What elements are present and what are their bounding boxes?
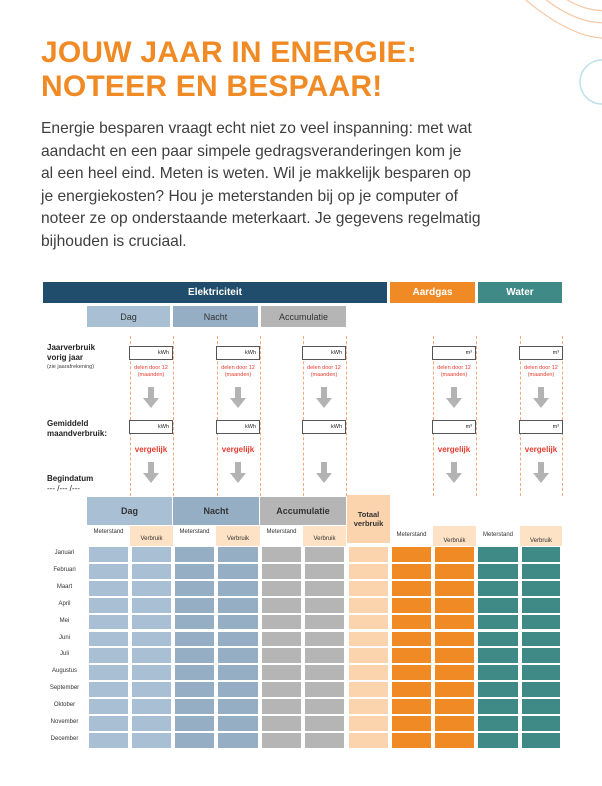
- cell-verbruik-aardgas[interactable]: [435, 716, 474, 731]
- cell-verbruik-accumulatie[interactable]: [305, 632, 344, 647]
- cell-verbruik-dag[interactable]: [132, 564, 171, 579]
- unit-label: m³: [552, 350, 559, 356]
- table-header-nacht: Nacht: [173, 497, 259, 525]
- cell-verbruik-aardgas[interactable]: [435, 648, 474, 663]
- cell-verbruik-dag[interactable]: [132, 648, 171, 663]
- cell-verbruik-aardgas[interactable]: [435, 733, 474, 748]
- cell-verbruik-aardgas[interactable]: [435, 615, 474, 630]
- cell-meterstand-dag[interactable]: [89, 564, 128, 579]
- cell-verbruik-nacht[interactable]: [218, 564, 258, 579]
- cell-verbruik-nacht[interactable]: [218, 615, 258, 630]
- cell-meterstand-accumulatie[interactable]: [262, 581, 301, 596]
- cell-verbruik-aardgas[interactable]: [435, 665, 474, 680]
- month-label: Juli: [59, 651, 69, 658]
- gemiddeld-dag-input[interactable]: [129, 420, 173, 434]
- deel-line: (maanden): [310, 372, 338, 378]
- cell-verbruik-aardgas[interactable]: [435, 632, 474, 647]
- arrow-down-icon: [446, 387, 462, 409]
- unit-label: m³: [552, 424, 559, 430]
- cell-verbruik-dag[interactable]: [132, 665, 171, 680]
- arrow-down-icon: [446, 462, 462, 484]
- cell-meterstand-water[interactable]: [478, 716, 518, 731]
- cell-meterstand-accumulatie[interactable]: [262, 699, 301, 714]
- label-jaarverbruik: [47, 343, 95, 363]
- cell-verbruik-nacht[interactable]: [218, 598, 258, 613]
- cell-totaal-verbruik[interactable]: [349, 632, 388, 647]
- col-verbruik-water: Verbruik: [520, 526, 562, 546]
- cell-meterstand-accumulatie[interactable]: [262, 682, 301, 697]
- month-label: November: [50, 719, 79, 725]
- table-header-accumulatie: Accumulatie: [260, 497, 346, 525]
- dashed-divider: [476, 336, 477, 496]
- cell-meterstand-water[interactable]: [478, 648, 518, 663]
- jaarverbruik-aardgas-input[interactable]: [432, 346, 476, 360]
- cell-meterstand-accumulatie[interactable]: [262, 547, 301, 562]
- cell-meterstand-nacht[interactable]: [175, 632, 214, 647]
- page-title: [41, 36, 417, 104]
- unit-label: kWh: [331, 350, 342, 356]
- unit-label: kWh: [331, 424, 342, 430]
- vergelijk-text: vergelijk: [221, 445, 255, 454]
- cell-meterstand-accumulatie[interactable]: [262, 632, 301, 647]
- cell-verbruik-nacht[interactable]: [218, 648, 258, 663]
- band-elektriciteit: Elektriciteit: [43, 282, 387, 303]
- cell-meterstand-water[interactable]: [478, 733, 518, 748]
- cell-verbruik-water[interactable]: [522, 581, 560, 596]
- deel-line: (maanden): [224, 372, 252, 378]
- cell-meterstand-aardgas[interactable]: [392, 716, 431, 731]
- cell-meterstand-aardgas[interactable]: [392, 581, 431, 596]
- cell-verbruik-aardgas[interactable]: [435, 598, 474, 613]
- deel-text: [213, 365, 263, 379]
- cell-verbruik-water[interactable]: [522, 564, 560, 579]
- vergelijk-text: vergelijk: [524, 445, 558, 454]
- dashed-divider: [260, 336, 261, 496]
- cell-totaal-verbruik[interactable]: [349, 581, 388, 596]
- month-label: Mei: [59, 617, 70, 624]
- deel-line: (maanden): [527, 372, 555, 378]
- cell-meterstand-nacht[interactable]: [175, 547, 214, 562]
- cell-meterstand-nacht[interactable]: [175, 598, 214, 613]
- label-line: Begindatum: [47, 474, 94, 483]
- cell-verbruik-water[interactable]: [522, 665, 560, 680]
- cell-meterstand-accumulatie[interactable]: [262, 598, 301, 613]
- cell-totaal-verbruik[interactable]: [349, 665, 388, 680]
- deel-line: (maanden): [137, 372, 165, 378]
- jaarverbruik-water-input[interactable]: [519, 346, 563, 360]
- cell-meterstand-aardgas[interactable]: [392, 564, 431, 579]
- intro-line: bijhouden is cruciaal.: [41, 232, 187, 250]
- cell-totaal-verbruik[interactable]: [349, 716, 388, 731]
- unit-label: kWh: [158, 424, 169, 430]
- cell-totaal-verbruik[interactable]: [349, 699, 388, 714]
- cell-verbruik-dag[interactable]: [132, 733, 171, 748]
- col-meterstand-aardgas: Meterstand: [396, 532, 427, 538]
- cell-meterstand-dag[interactable]: [89, 598, 128, 613]
- cell-meterstand-nacht[interactable]: [175, 564, 214, 579]
- cell-verbruik-accumulatie[interactable]: [305, 598, 344, 613]
- cell-verbruik-nacht[interactable]: [218, 716, 258, 731]
- month-label: Maart: [56, 583, 73, 590]
- band-aardgas: Aardgas: [390, 282, 475, 303]
- label-line: --- /--- /---: [47, 484, 80, 493]
- month-label: Februari: [53, 566, 76, 573]
- cell-meterstand-aardgas[interactable]: [392, 733, 431, 748]
- cell-meterstand-dag[interactable]: [89, 733, 128, 748]
- deel-text: [516, 365, 566, 379]
- arrow-down-icon: [230, 387, 246, 409]
- deel-line: delen door 12: [307, 365, 341, 371]
- cell-meterstand-dag[interactable]: [89, 716, 128, 731]
- cell-verbruik-aardgas[interactable]: [435, 699, 474, 714]
- month-label: December: [50, 735, 79, 742]
- col-meterstand-accumulatie: Meterstand: [266, 529, 297, 535]
- deel-line: delen door 12: [221, 365, 255, 371]
- deel-line: delen door 12: [524, 365, 558, 371]
- cell-verbruik-dag[interactable]: [132, 699, 171, 714]
- cell-verbruik-nacht[interactable]: [218, 682, 258, 697]
- cell-verbruik-aardgas[interactable]: [435, 547, 474, 562]
- intro-line: je energiekosten? Hou je meterstanden bij op je computer of: [41, 187, 458, 205]
- cell-meterstand-accumulatie[interactable]: [262, 716, 301, 731]
- label-begindatum: [47, 474, 93, 494]
- arrow-down-icon: [143, 462, 159, 484]
- cell-meterstand-water[interactable]: [478, 564, 518, 579]
- col-verbruik-nacht: Verbruik: [216, 526, 260, 546]
- dashed-divider: [433, 336, 434, 496]
- cell-meterstand-aardgas[interactable]: [392, 665, 431, 680]
- cell-meterstand-water[interactable]: [478, 632, 518, 647]
- cell-totaal-verbruik[interactable]: [349, 598, 388, 613]
- month-label: Augustus: [51, 668, 78, 675]
- deel-line: delen door 12: [134, 365, 168, 371]
- label-jaarafrekening: (zie jaarafrekening): [47, 364, 95, 370]
- arrow-down-icon: [143, 387, 159, 409]
- title-line-1: JOUW JAAR IN ENERGIE:: [41, 36, 417, 69]
- cell-meterstand-nacht[interactable]: [175, 648, 214, 663]
- dashed-divider: [217, 336, 218, 496]
- vergelijk-text: vergelijk: [134, 445, 168, 454]
- cell-verbruik-nacht[interactable]: [218, 632, 258, 647]
- cell-verbruik-water[interactable]: [522, 598, 560, 613]
- unit-label: kWh: [158, 350, 169, 356]
- dashed-divider: [130, 336, 131, 496]
- cell-verbruik-dag[interactable]: [132, 632, 171, 647]
- dashed-divider: [520, 336, 521, 496]
- intro-paragraph: [41, 118, 561, 254]
- cell-meterstand-dag[interactable]: [89, 682, 128, 697]
- dashed-divider: [346, 336, 347, 496]
- subheader-dag: Dag: [87, 306, 170, 327]
- gemiddeld-aardgas-input[interactable]: [432, 420, 476, 434]
- cell-meterstand-water[interactable]: [478, 682, 518, 697]
- subheader-nacht: Nacht: [173, 306, 258, 327]
- cell-verbruik-water[interactable]: [522, 682, 560, 697]
- cell-meterstand-aardgas[interactable]: [392, 598, 431, 613]
- cell-verbruik-dag[interactable]: [132, 716, 171, 731]
- cell-meterstand-dag[interactable]: [89, 547, 128, 562]
- col-verbruik-aardgas: Verbruik: [433, 526, 476, 546]
- arrow-down-icon: [316, 462, 332, 484]
- cell-meterstand-water[interactable]: [478, 547, 518, 562]
- unit-label: m³: [465, 424, 472, 430]
- label-gemiddeld: [47, 419, 107, 439]
- cell-verbruik-water[interactable]: [522, 648, 560, 663]
- cell-meterstand-aardgas[interactable]: [392, 699, 431, 714]
- cell-meterstand-nacht[interactable]: [175, 615, 214, 630]
- cell-verbruik-accumulatie[interactable]: [305, 648, 344, 663]
- deel-text: [126, 365, 176, 379]
- cell-verbruik-nacht[interactable]: [218, 699, 258, 714]
- cell-meterstand-nacht[interactable]: [175, 682, 214, 697]
- cell-verbruik-accumulatie[interactable]: [305, 581, 344, 596]
- cell-totaal-verbruik[interactable]: [349, 547, 388, 562]
- cell-verbruik-accumulatie[interactable]: [305, 699, 344, 714]
- unit-label: kWh: [245, 350, 256, 356]
- cell-totaal-verbruik[interactable]: [349, 682, 388, 697]
- cell-meterstand-water[interactable]: [478, 581, 518, 596]
- deel-text: [429, 365, 479, 379]
- col-meterstand-nacht: Meterstand: [179, 529, 210, 535]
- cell-meterstand-nacht[interactable]: [175, 581, 214, 596]
- cell-meterstand-dag[interactable]: [89, 615, 128, 630]
- cell-meterstand-accumulatie[interactable]: [262, 564, 301, 579]
- cell-verbruik-water[interactable]: [522, 699, 560, 714]
- totaal-line: Totaal: [357, 510, 380, 519]
- cell-meterstand-water[interactable]: [478, 665, 518, 680]
- cell-verbruik-nacht[interactable]: [218, 581, 258, 596]
- month-label: April: [58, 600, 71, 607]
- cell-verbruik-water[interactable]: [522, 716, 560, 731]
- arrow-down-icon: [533, 462, 549, 484]
- col-meterstand-water: Meterstand: [482, 532, 513, 538]
- cell-meterstand-accumulatie[interactable]: [262, 665, 301, 680]
- cell-verbruik-dag[interactable]: [132, 547, 171, 562]
- cell-verbruik-nacht[interactable]: [218, 665, 258, 680]
- unit-label: m³: [465, 350, 472, 356]
- deel-line: delen door 12: [437, 365, 471, 371]
- unit-label: kWh: [245, 424, 256, 430]
- cell-verbruik-accumulatie[interactable]: [305, 564, 344, 579]
- intro-line: noteer ze op onderstaande meterkaart. Je gegevens regelmatig: [41, 210, 481, 228]
- arrow-down-icon: [230, 462, 246, 484]
- month-label: September: [49, 685, 80, 692]
- cell-meterstand-accumulatie[interactable]: [262, 648, 301, 663]
- col-verbruik-accumulatie: Verbruik: [303, 526, 346, 546]
- table-header-dag: Dag: [87, 497, 172, 525]
- cell-meterstand-aardgas[interactable]: [392, 547, 431, 562]
- jaarverbruik-nacht-input[interactable]: [216, 346, 260, 360]
- cell-verbruik-water[interactable]: [522, 632, 560, 647]
- jaarverbruik-accumulatie-input[interactable]: [302, 346, 346, 360]
- cell-meterstand-nacht[interactable]: [175, 716, 214, 731]
- cell-verbruik-accumulatie[interactable]: [305, 733, 344, 748]
- cell-verbruik-dag[interactable]: [132, 615, 171, 630]
- col-meterstand-dag: Meterstand: [93, 529, 124, 535]
- intro-line: al een heel eind. Meten is weten. Wil je makkelijk besparen op: [41, 165, 471, 183]
- cell-verbruik-water[interactable]: [522, 615, 560, 630]
- cell-verbruik-accumulatie[interactable]: [305, 716, 344, 731]
- cell-meterstand-dag[interactable]: [89, 699, 128, 714]
- cell-totaal-verbruik[interactable]: [349, 615, 388, 630]
- cell-meterstand-dag[interactable]: [89, 632, 128, 647]
- cell-verbruik-aardgas[interactable]: [435, 564, 474, 579]
- cell-verbruik-aardgas[interactable]: [435, 682, 474, 697]
- jaarverbruik-dag-input[interactable]: [129, 346, 173, 360]
- cell-verbruik-accumulatie[interactable]: [305, 615, 344, 630]
- month-label: Januari: [54, 550, 75, 556]
- cell-verbruik-dag[interactable]: [132, 581, 171, 596]
- deel-text: [299, 365, 349, 379]
- month-label: Juni: [58, 634, 70, 641]
- cell-verbruik-accumulatie[interactable]: [305, 682, 344, 697]
- cell-verbruik-nacht[interactable]: [218, 733, 258, 748]
- cell-meterstand-water[interactable]: [478, 699, 518, 714]
- dashed-divider: [303, 336, 304, 496]
- cell-verbruik-accumulatie[interactable]: [305, 665, 344, 680]
- cell-totaal-verbruik[interactable]: [349, 564, 388, 579]
- table-header-totaal: [347, 495, 390, 543]
- deel-line: (maanden): [440, 372, 468, 378]
- cell-meterstand-aardgas[interactable]: [392, 682, 431, 697]
- cell-verbruik-water[interactable]: [522, 547, 560, 562]
- subheader-accumulatie: Accumulatie: [261, 306, 346, 327]
- label-line: Jaarverbruik: [47, 343, 96, 352]
- cell-meterstand-water[interactable]: [478, 598, 518, 613]
- label-line: maandverbruik:: [47, 429, 108, 438]
- cell-totaal-verbruik[interactable]: [349, 733, 388, 748]
- cell-meterstand-aardgas[interactable]: [392, 648, 431, 663]
- vergelijk-text: vergelijk: [437, 445, 471, 454]
- arrow-down-icon: [316, 387, 332, 409]
- label-line: Gemiddeld: [47, 419, 89, 428]
- gemiddeld-water-input[interactable]: [519, 420, 563, 434]
- dashed-divider: [173, 336, 174, 496]
- cell-verbruik-water[interactable]: [522, 733, 560, 748]
- cell-meterstand-water[interactable]: [478, 615, 518, 630]
- col-verbruik-dag: Verbruik: [130, 526, 173, 546]
- cell-meterstand-accumulatie[interactable]: [262, 615, 301, 630]
- gemiddeld-nacht-input[interactable]: [216, 420, 260, 434]
- cell-verbruik-dag[interactable]: [132, 682, 171, 697]
- cell-verbruik-nacht[interactable]: [218, 547, 258, 562]
- title-line-2: NOTEER EN BESPAAR!: [41, 70, 383, 103]
- cell-verbruik-dag[interactable]: [132, 598, 171, 613]
- totaal-line: verbruik: [353, 519, 384, 528]
- cell-meterstand-accumulatie[interactable]: [262, 733, 301, 748]
- cell-meterstand-dag[interactable]: [89, 665, 128, 680]
- cell-meterstand-aardgas[interactable]: [392, 615, 431, 630]
- cell-verbruik-aardgas[interactable]: [435, 581, 474, 596]
- band-water: Water: [478, 282, 562, 303]
- label-line: vorig jaar: [47, 353, 84, 362]
- gemiddeld-accumulatie-input[interactable]: [302, 420, 346, 434]
- cell-verbruik-accumulatie[interactable]: [305, 547, 344, 562]
- intro-line: Energie besparen vraagt echt niet zo veel inspanning: met wat: [41, 120, 472, 137]
- dashed-divider: [562, 336, 563, 496]
- cell-meterstand-aardgas[interactable]: [392, 632, 431, 647]
- cell-meterstand-nacht[interactable]: [175, 699, 214, 714]
- intro-line: aandacht en een paar simpele gedragsveranderingen kom je: [41, 142, 462, 160]
- cell-meterstand-nacht[interactable]: [175, 665, 214, 680]
- cell-meterstand-dag[interactable]: [89, 581, 128, 596]
- cell-totaal-verbruik[interactable]: [349, 648, 388, 663]
- month-label: Oktober: [53, 702, 76, 709]
- cell-meterstand-dag[interactable]: [89, 648, 128, 663]
- cell-meterstand-nacht[interactable]: [175, 733, 214, 748]
- arrow-down-icon: [533, 387, 549, 409]
